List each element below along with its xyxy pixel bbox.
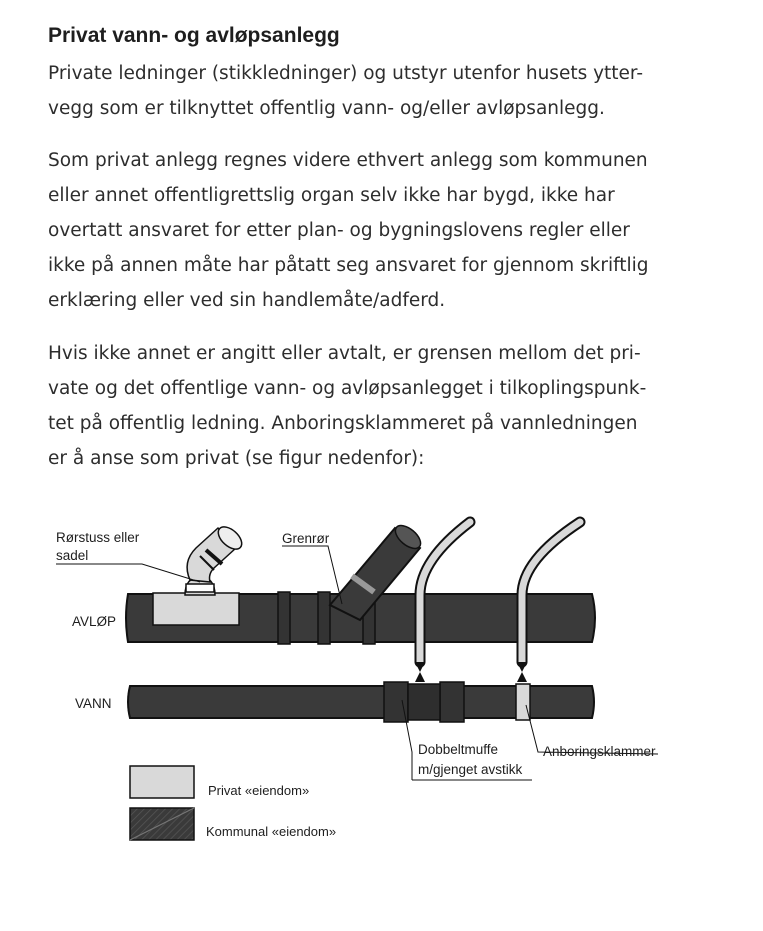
paragraph-line: Som privat anlegg regnes videre ethvert anlegg som kommunen [48, 150, 648, 171]
label-anboringsklammer: Anboringsklammer [543, 744, 656, 759]
legend-swatch-privat [130, 766, 194, 798]
rorstuss-sadel [153, 523, 246, 625]
label-gjenget-avstikk: m/gjenget avstikk [418, 762, 523, 777]
section-title: Privat vann- og avløpsanlegg [48, 24, 340, 47]
paragraph-line: Hvis ikke annet er angitt eller avtalt, er grensen mellom det pri- [48, 343, 641, 364]
paragraph-line: er å anse som privat (se figur nedenfor): [48, 448, 425, 469]
paragraph-line: overtatt ansvaret for etter plan- og bygningslovens regler eller [48, 220, 630, 241]
label-dobbeltmuffe: Dobbeltmuffe [418, 742, 499, 757]
paragraph-line: ikke på annen måte har påtatt seg ansvaret for gjennom skriftlig [48, 255, 649, 276]
legend-label-kommunal: Kommunal «eiendom» [206, 824, 337, 839]
vann-pipe [128, 682, 594, 722]
paragraph-line: eller annet offentligrettslig organ selv ikke har bygd, ikke har [48, 185, 615, 206]
label-grenror: Grenrør [282, 531, 330, 546]
paragraph-line: erklæring eller ved sin handlemåte/adferd. [48, 290, 446, 311]
paragraph-line: vegg som er tilknyttet offentlig vann- og/eller avløpsanlegg. [48, 98, 605, 119]
label-rorstuss: Rørstuss eller [56, 530, 140, 545]
pipe-diagram [0, 500, 763, 860]
label-sadel: sadel [56, 548, 89, 563]
paragraph-line: tet på offentlig ledning. Anboringsklammeret på vannledningen [48, 413, 638, 434]
legend-label-privat: Privat «eiendom» [208, 783, 310, 798]
paragraph-3 [48, 336, 688, 476]
paragraph-line: Private ledninger (stikkledninger) og utstyr utenfor husets ytter- [48, 63, 644, 84]
label-vann: VANN [75, 696, 112, 711]
legend [130, 766, 336, 840]
label-avlop: AVLØP [72, 614, 117, 629]
paragraph-1 [48, 56, 688, 126]
paragraph-2 [48, 143, 688, 318]
paragraph-line: vate og det offentlige vann- og avløpsanlegget i tilkoplingspunk- [48, 378, 647, 399]
